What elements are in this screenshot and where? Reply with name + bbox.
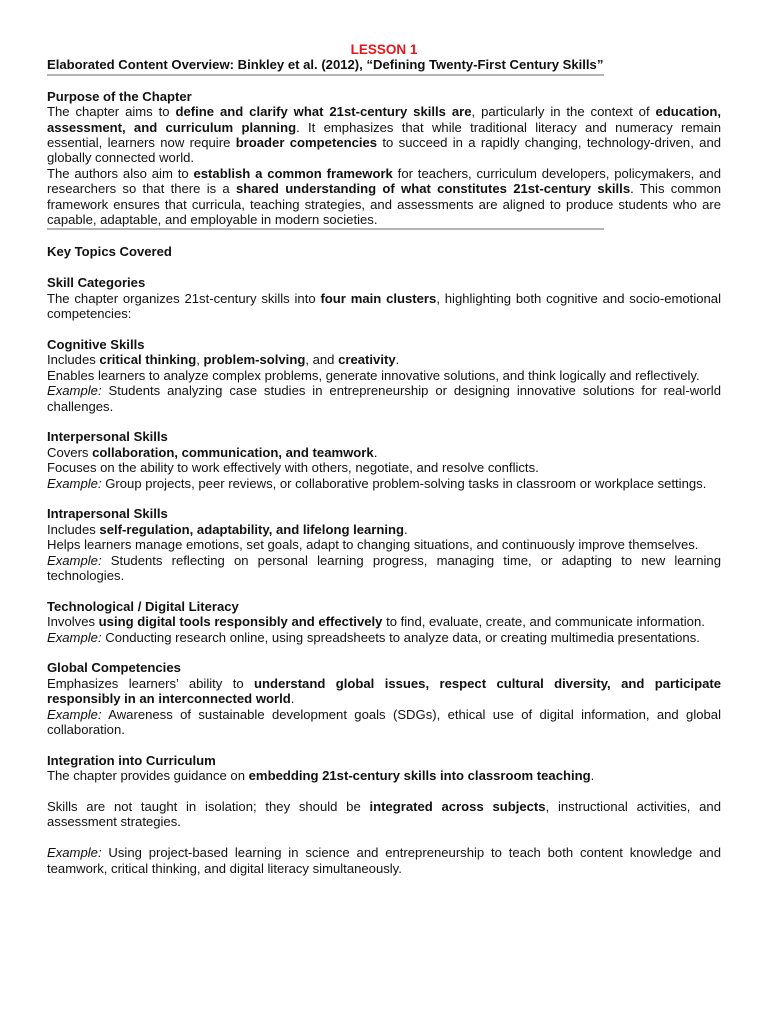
text-run: . xyxy=(590,768,595,784)
integration-example xyxy=(47,845,721,876)
text-run: Skills are not taught in isolation; they should be xyxy=(47,798,370,814)
text-run: , and xyxy=(305,352,339,368)
overview-title: Elaborated Content Overview: Binkley et al. (2012), “Defining Twenty-First Century Skills” xyxy=(47,57,604,73)
skill-categories-heading: Skill Categories xyxy=(47,275,146,291)
example-label: Example: xyxy=(47,629,102,645)
text-run: Includes xyxy=(47,521,100,537)
section-description: Helps learners manage emotions, set goals, adapt to changing situations, and continuously improve themselves. xyxy=(47,537,699,553)
example-text: Group projects, peer reviews, or collaborative problem-solving tasks in classroom or workplace settings. xyxy=(101,475,707,491)
text-run: Involves xyxy=(47,614,99,630)
bold-text: critical thinking xyxy=(99,352,197,368)
text-run: Emphasizes learners’ ability to xyxy=(47,675,255,691)
example-text: Students reflecting on personal learning progress, managing time, or adapting to new learning technologies. xyxy=(47,552,721,583)
example-label: Example: xyxy=(47,845,102,861)
purpose-paragraph-1 xyxy=(47,104,721,166)
integration-paragraph-2 xyxy=(47,799,721,830)
text-run: . xyxy=(395,352,400,368)
section-description: Focuses on the ability to work effectively with others, negotiate, and resolve conflicts. xyxy=(47,460,539,476)
text-run: Covers xyxy=(47,444,93,460)
bold-text: embedding 21st-century skills into classroom teaching xyxy=(248,768,591,784)
document-body xyxy=(47,42,721,876)
section-heading: Cognitive Skills xyxy=(47,336,145,352)
text-run: The chapter organizes 21st-century skills into xyxy=(47,290,321,306)
purpose-heading: Purpose of the Chapter xyxy=(47,88,192,104)
example-text: Using project-based learning in science and entrepreneurship to teach both content knowledge and teamwork, critical thinking, and digital literacy simultaneously. xyxy=(47,845,721,876)
bold-text: using digital tools responsibly and effectively xyxy=(98,614,383,630)
text-run: The chapter provides guidance on xyxy=(47,768,249,784)
example-label: Example: xyxy=(47,552,102,568)
lesson-title: LESSON 1 xyxy=(350,42,418,57)
key-topics-heading: Key Topics Covered xyxy=(47,244,172,260)
text-run: Includes xyxy=(47,352,100,368)
skill-categories-text xyxy=(47,291,721,322)
example-label: Example: xyxy=(47,706,102,722)
bold-text: creativity xyxy=(338,352,396,368)
section-heading: Global Competencies xyxy=(47,660,181,676)
bold-text: define and clarify what 21st-century skills are xyxy=(175,104,472,120)
section-heading: Technological / Digital Literacy xyxy=(47,598,239,614)
example-label: Example: xyxy=(47,383,102,399)
integration-paragraph-1 xyxy=(47,768,721,783)
section-summary xyxy=(47,352,721,367)
text-run: The authors also aim to xyxy=(47,165,194,181)
bold-text: four main clusters xyxy=(320,290,437,306)
bold-text: shared understanding of what constitutes 21st-century skills xyxy=(235,181,631,197)
text-run: . This common framework ensures that curricula, teaching strategies, and assessments are aligned to produce students who are capable, adaptable, and employable in modern societies. xyxy=(47,181,721,228)
section-heading: Interpersonal Skills xyxy=(47,429,168,445)
text-run: , instructional activities, and assessment strategies. xyxy=(47,798,721,830)
bold-text: integrated across subjects xyxy=(369,798,546,814)
text-run: . xyxy=(290,691,295,707)
bold-text: self-regulation, adaptability, and lifelong learning xyxy=(99,521,405,537)
example-text: Students analyzing case studies in entrepreneurship or designing innovative solutions for real-world challenges. xyxy=(47,383,721,414)
text-run: . xyxy=(373,444,378,460)
section-example xyxy=(47,630,721,645)
section-description: Enables learners to analyze complex problems, generate innovative solutions, and think logically and reflectively. xyxy=(47,367,700,383)
section-example xyxy=(47,553,721,584)
section-example xyxy=(47,707,721,738)
section-summary xyxy=(47,445,721,460)
section-summary xyxy=(47,522,721,537)
example-text: Awareness of sustainable development goals (SDGs), ethical use of digital information, and global collaboration. xyxy=(47,706,721,737)
bold-text: problem-solving xyxy=(203,352,306,368)
text-run: for teachers, curriculum developers, policymakers, and researchers so that there is a xyxy=(47,165,721,197)
bold-text: collaboration, communication, and teamwork xyxy=(92,444,374,460)
section-heading: Intrapersonal Skills xyxy=(47,506,168,522)
example-label: Example: xyxy=(47,475,102,491)
text-run: to find, evaluate, create, and communicate information. xyxy=(382,614,705,630)
text-run: . It emphasizes that while traditional literacy and numeracy remain essential, learners now require xyxy=(47,119,721,151)
text-run: . xyxy=(404,521,408,537)
skill-sections xyxy=(47,321,721,737)
section-example xyxy=(47,383,721,414)
text-run: , highlighting both cognitive and socio-emotional competencies: xyxy=(47,290,721,322)
text-run: , particularly in the context of xyxy=(471,104,656,120)
section-example xyxy=(47,476,721,491)
purpose-paragraph-2 xyxy=(47,166,721,228)
text-run: to succeed in a rapidly changing, technology-driven, and globally connected world. xyxy=(47,135,722,166)
example-text: Conducting research online, using spreadsheets to analyze data, or creating multimedia presentations. xyxy=(101,629,700,645)
text-run: , xyxy=(196,352,204,368)
text-run: The chapter aims to xyxy=(47,104,176,120)
bold-text: broader competencies xyxy=(235,135,378,151)
section-summary xyxy=(47,676,721,707)
bold-text: establish a common framework xyxy=(193,165,393,181)
bold-text: education, assessment, and curriculum planning xyxy=(47,104,721,135)
bold-text: understand global issues, respect cultural diversity, and participate responsibly in an interconnected world xyxy=(47,675,721,707)
integration-heading: Integration into Curriculum xyxy=(47,752,216,768)
section-summary xyxy=(47,614,721,629)
